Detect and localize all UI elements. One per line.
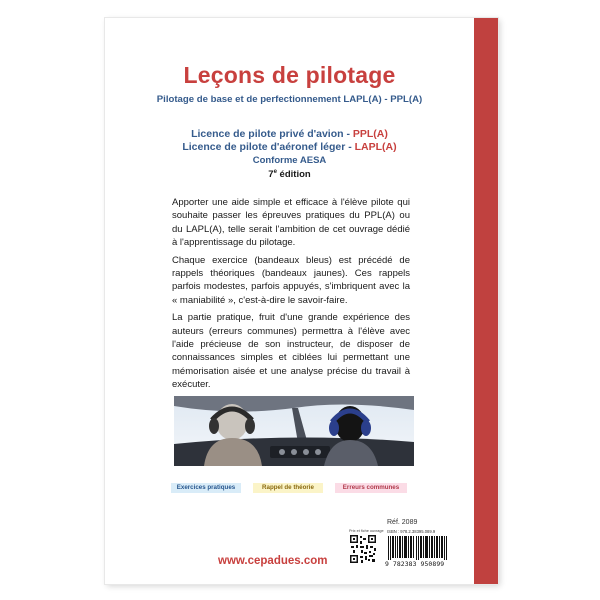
edition-suffix: e [273, 169, 277, 175]
edition-number: 7 [268, 169, 274, 181]
license-line-ppl [105, 128, 474, 140]
description-text [172, 196, 410, 396]
description-paragraph: Chaque exercice (bandeaux bleus) est précédé de rappels théoriques (bandeaux jaunes). Ces rappels parfois modestes, parfois appuyés, s'imbriquent avec la « maniabilité », c'est-à-dire le savoir-faire. [172, 254, 410, 306]
license-text: Licence de pilote d'aéronef léger - [182, 141, 355, 153]
qr-code-icon [349, 534, 377, 564]
legend-common-errors: Erreurs communes [335, 483, 407, 493]
cockpit-illustration [174, 396, 414, 466]
conformity-note: Conforme AESA [252, 155, 327, 166]
edition-label [105, 169, 474, 180]
license-line-lapl [105, 141, 474, 153]
barcode-digits: 9 782383 950899 [385, 560, 445, 568]
cockpit-photo [174, 396, 414, 466]
license-code: LAPL(A) [354, 141, 397, 153]
isbn-number: ISBN : 978.2.38395.089.9 [387, 529, 436, 534]
description-paragraph: La partie pratique, fruit d'une grande expérience des auteurs (erreurs communes) permettra à l'élève avec l'aide précieuse de son instructeur, de disposer de connaissances simples et ciblées lui permettant une mémorisation aisée et une analyse précise du travail à exécuter. [172, 312, 410, 391]
barcode-icon [387, 536, 449, 560]
book-title: Leçons de pilotage [183, 62, 396, 88]
book-subtitle: Pilotage de base et de perfectionnement LAPL(A) - PPL(A) [156, 94, 423, 105]
qr-caption: Prix et fiche ouvrage [349, 529, 384, 533]
license-text: Licence de pilote privé d'avion - [191, 128, 353, 140]
edition-word: édition [276, 169, 311, 181]
book-back-cover [105, 18, 498, 584]
legend-practical-exercises: Exercices pratiques [171, 483, 241, 493]
legend-theory-reminder: Rappel de théorie [253, 483, 323, 493]
red-spine-band [474, 18, 498, 584]
publisher-website[interactable]: www.cepadues.com [218, 555, 328, 567]
book-reference: Réf. 2089 [387, 519, 418, 526]
description-paragraph: Apporter une aide simple et efficace à l'élève pilote qui souhaite passer les épreuves pratiques du PPL(A) ou du LAPL(A), telle serait l'ambition de cet ouvrage dédié à l'apprentissage du pilotage. [172, 197, 410, 249]
license-code: PPL(A) [352, 128, 388, 140]
